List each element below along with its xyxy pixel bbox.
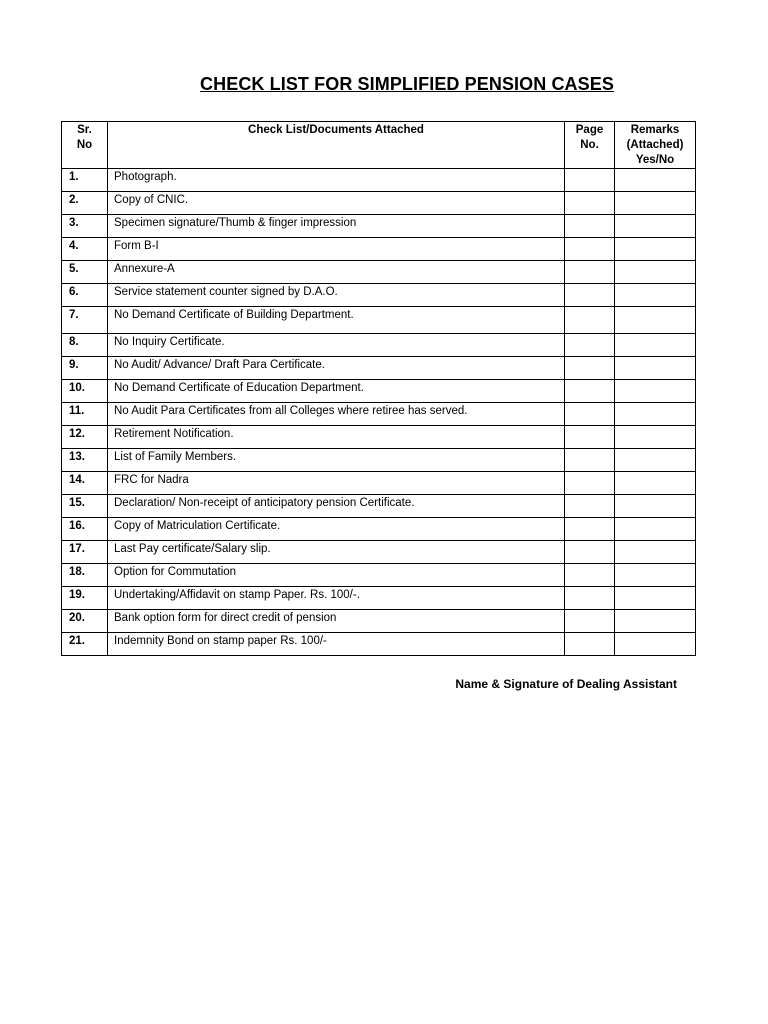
- row-document: Retirement Notification.: [108, 426, 565, 449]
- row-remarks-cell[interactable]: [615, 261, 696, 284]
- row-page-no-cell[interactable]: [565, 284, 615, 307]
- row-sr-no: 6.: [62, 284, 108, 307]
- row-document: Copy of CNIC.: [108, 192, 565, 215]
- row-page-no-cell[interactable]: [565, 238, 615, 261]
- header-page-line2: No.: [580, 139, 599, 151]
- row-sr-no: 4.: [62, 238, 108, 261]
- table-row: [62, 449, 696, 472]
- table-row: [62, 261, 696, 284]
- row-sr-no: 8.: [62, 334, 108, 357]
- row-page-no-cell[interactable]: [565, 518, 615, 541]
- row-remarks-cell[interactable]: [615, 192, 696, 215]
- row-remarks-cell[interactable]: [615, 357, 696, 380]
- table-row: [62, 307, 696, 334]
- row-document: Undertaking/Affidavit on stamp Paper. Rs. 100/-.: [108, 587, 565, 610]
- table-row: [62, 357, 696, 380]
- row-sr-no: 19.: [62, 587, 108, 610]
- row-document: No Audit/ Advance/ Draft Para Certificate.: [108, 357, 565, 380]
- row-sr-no: 20.: [62, 610, 108, 633]
- row-page-no-cell[interactable]: [565, 610, 615, 633]
- row-page-no-cell[interactable]: [565, 403, 615, 426]
- row-sr-no: 10.: [62, 380, 108, 403]
- row-page-no-cell[interactable]: [565, 215, 615, 238]
- row-remarks-cell[interactable]: [615, 587, 696, 610]
- page-title: CHECK LIST FOR SIMPLIFIED PENSION CASES: [200, 74, 614, 94]
- row-document: No Demand Certificate of Education Department.: [108, 380, 565, 403]
- row-page-no-cell[interactable]: [565, 472, 615, 495]
- row-page-no-cell[interactable]: [565, 633, 615, 656]
- row-remarks-cell[interactable]: [615, 284, 696, 307]
- header-remarks-line3: Yes/No: [635, 154, 675, 166]
- signature-label: Name & Signature of Dealing Assistant: [455, 677, 677, 691]
- table-row: [62, 587, 696, 610]
- row-remarks-cell[interactable]: [615, 403, 696, 426]
- row-document: Photograph.: [108, 169, 565, 192]
- row-sr-no: 1.: [62, 169, 108, 192]
- row-remarks-cell[interactable]: [615, 334, 696, 357]
- row-page-no-cell[interactable]: [565, 307, 615, 334]
- table-row: [62, 518, 696, 541]
- checklist-table: [61, 121, 696, 656]
- header-sr-no: [62, 122, 108, 169]
- row-remarks-cell[interactable]: [615, 380, 696, 403]
- row-sr-no: 11.: [62, 403, 108, 426]
- checklist-body: [62, 169, 696, 656]
- table-row: [62, 495, 696, 518]
- table-row: [62, 284, 696, 307]
- row-document: No Demand Certificate of Building Department.: [108, 307, 565, 334]
- row-page-no-cell[interactable]: [565, 541, 615, 564]
- row-page-no-cell[interactable]: [565, 357, 615, 380]
- table-row: [62, 541, 696, 564]
- row-page-no-cell[interactable]: [565, 449, 615, 472]
- row-document: Last Pay certificate/Salary slip.: [108, 541, 565, 564]
- row-remarks-cell[interactable]: [615, 564, 696, 587]
- table-row: [62, 403, 696, 426]
- row-document: FRC for Nadra: [108, 472, 565, 495]
- row-document: Option for Commutation: [108, 564, 565, 587]
- row-remarks-cell[interactable]: [615, 215, 696, 238]
- row-document: Form B-I: [108, 238, 565, 261]
- row-sr-no: 16.: [62, 518, 108, 541]
- table-header-row: [62, 122, 696, 169]
- header-documents: [108, 122, 565, 169]
- row-document: List of Family Members.: [108, 449, 565, 472]
- row-remarks-cell[interactable]: [615, 449, 696, 472]
- row-remarks-cell[interactable]: [615, 633, 696, 656]
- header-page-line1: Page: [575, 124, 604, 136]
- header-remarks: [615, 122, 696, 169]
- row-document: Declaration/ Non-receipt of anticipatory pension Certificate.: [108, 495, 565, 518]
- row-sr-no: 2.: [62, 192, 108, 215]
- row-remarks-cell[interactable]: [615, 238, 696, 261]
- row-remarks-cell[interactable]: [615, 426, 696, 449]
- row-page-no-cell[interactable]: [565, 169, 615, 192]
- row-sr-no: 18.: [62, 564, 108, 587]
- table-row: [62, 426, 696, 449]
- table-row: [62, 472, 696, 495]
- row-document: Specimen signature/Thumb & finger impression: [108, 215, 565, 238]
- table-row: [62, 564, 696, 587]
- row-remarks-cell[interactable]: [615, 307, 696, 334]
- row-page-no-cell[interactable]: [565, 426, 615, 449]
- row-sr-no: 15.: [62, 495, 108, 518]
- row-remarks-cell[interactable]: [615, 472, 696, 495]
- table-row: [62, 169, 696, 192]
- row-remarks-cell[interactable]: [615, 541, 696, 564]
- header-sr-line2: No: [76, 139, 93, 151]
- row-remarks-cell[interactable]: [615, 610, 696, 633]
- table-row: [62, 238, 696, 261]
- row-sr-no: 9.: [62, 357, 108, 380]
- row-sr-no: 7.: [62, 307, 108, 334]
- header-documents-label: Check List/Documents Attached: [248, 124, 424, 136]
- row-sr-no: 17.: [62, 541, 108, 564]
- row-sr-no: 5.: [62, 261, 108, 284]
- row-document: Copy of Matriculation Certificate.: [108, 518, 565, 541]
- row-document: No Audit Para Certificates from all Colleges where retiree has served.: [108, 403, 565, 426]
- row-remarks-cell[interactable]: [615, 169, 696, 192]
- header-sr-line1: Sr.: [77, 124, 92, 136]
- header-remarks-line2: (Attached): [626, 139, 684, 151]
- row-document: Service statement counter signed by D.A.O.: [108, 284, 565, 307]
- row-document: Bank option form for direct credit of pension: [108, 610, 565, 633]
- row-sr-no: 12.: [62, 426, 108, 449]
- row-remarks-cell[interactable]: [615, 518, 696, 541]
- row-document: Indemnity Bond on stamp paper Rs. 100/-: [108, 633, 565, 656]
- row-page-no-cell[interactable]: [565, 380, 615, 403]
- row-page-no-cell[interactable]: [565, 495, 615, 518]
- row-sr-no: 14.: [62, 472, 108, 495]
- row-sr-no: 21.: [62, 633, 108, 656]
- row-remarks-cell[interactable]: [615, 495, 696, 518]
- table-row: [62, 334, 696, 357]
- header-remarks-line1: Remarks: [630, 124, 680, 136]
- row-page-no-cell[interactable]: [565, 564, 615, 587]
- row-page-no-cell[interactable]: [565, 334, 615, 357]
- table-row: [62, 192, 696, 215]
- table-row: [62, 633, 696, 656]
- row-page-no-cell[interactable]: [565, 261, 615, 284]
- row-page-no-cell[interactable]: [565, 587, 615, 610]
- row-sr-no: 13.: [62, 449, 108, 472]
- table-row: [62, 610, 696, 633]
- row-document: Annexure-A: [108, 261, 565, 284]
- row-page-no-cell[interactable]: [565, 192, 615, 215]
- row-sr-no: 3.: [62, 215, 108, 238]
- row-document: No Inquiry Certificate.: [108, 334, 565, 357]
- table-row: [62, 380, 696, 403]
- table-row: [62, 215, 696, 238]
- header-page-no: [565, 122, 615, 169]
